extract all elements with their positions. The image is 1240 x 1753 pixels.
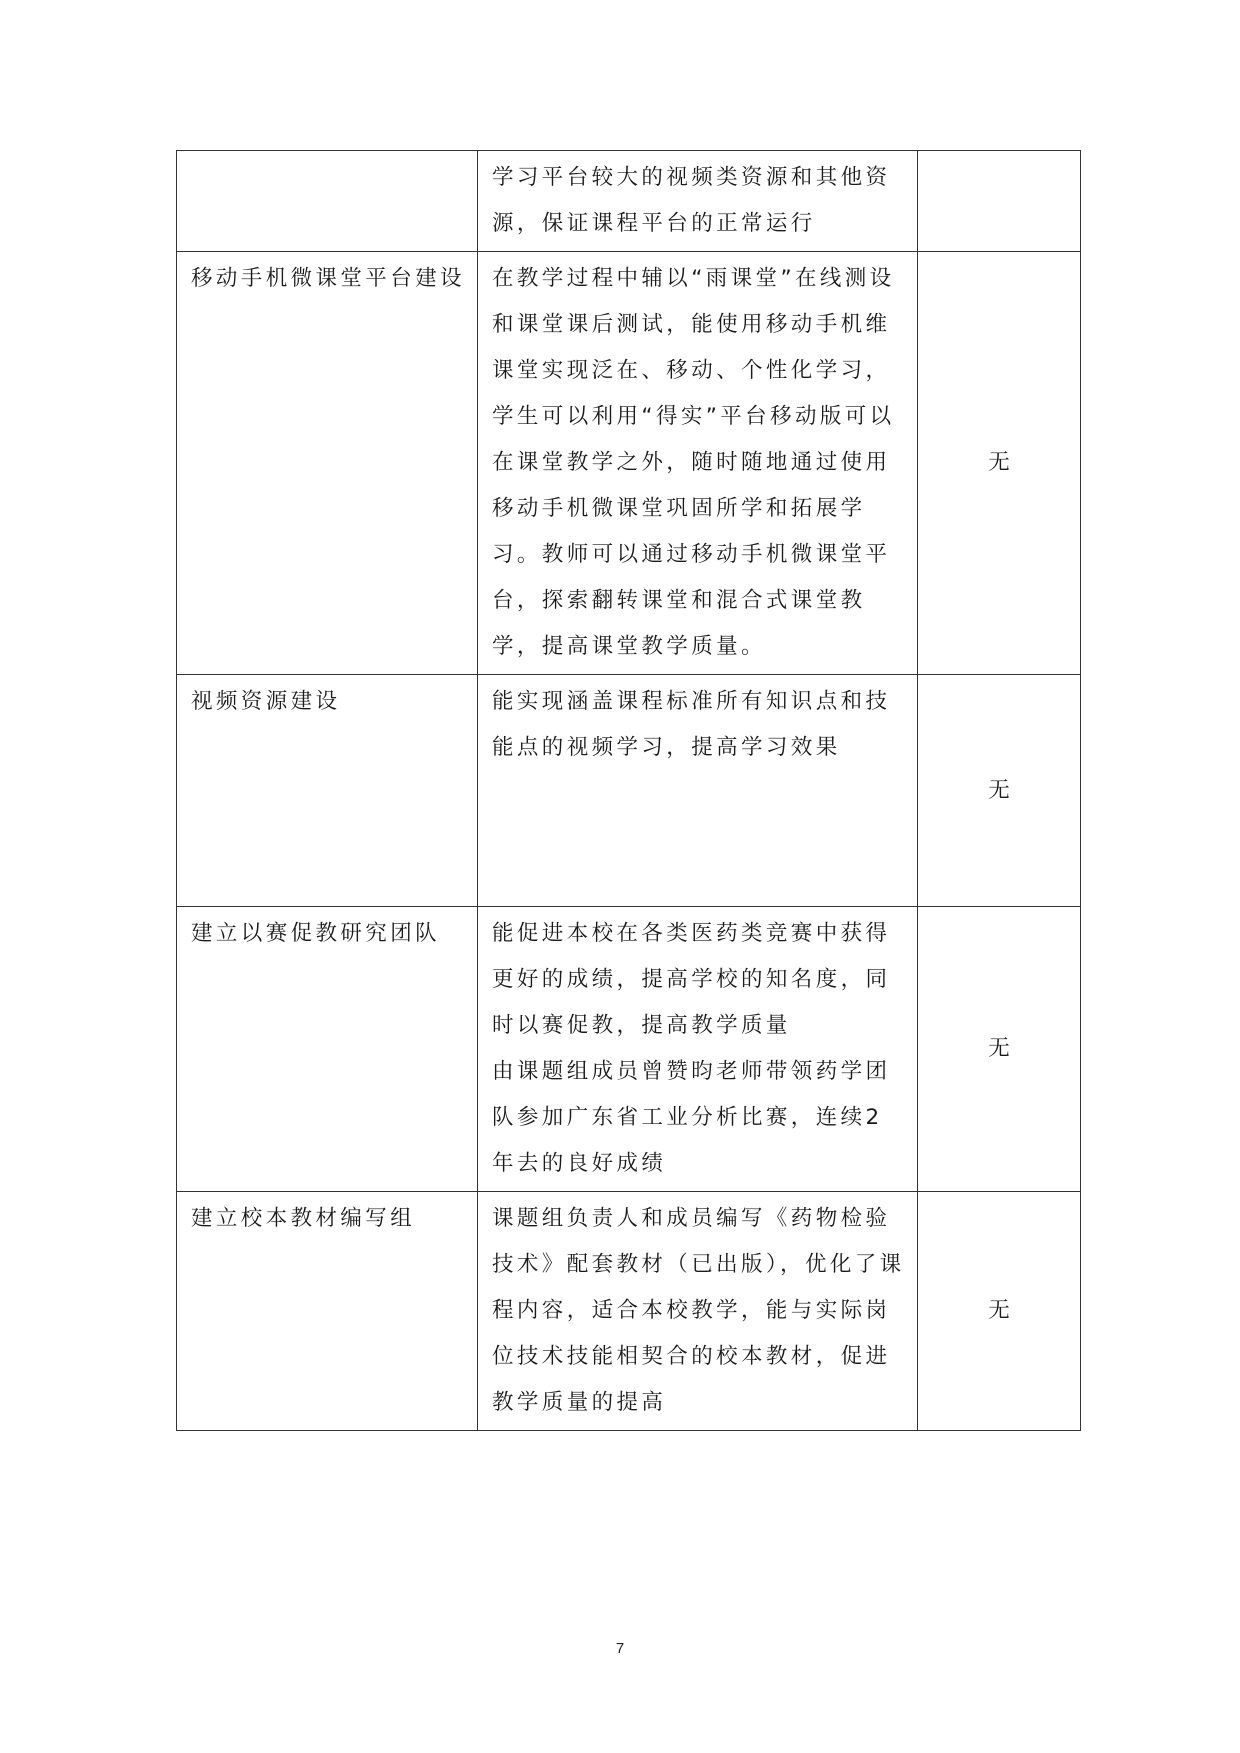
description-cell [478,907,918,1192]
item-cell: 建立校本教材编写组 [177,1192,478,1431]
table-row [177,907,1081,1192]
table-row [177,1192,1081,1431]
table-row [177,252,1081,675]
result-cell: 无 [918,675,1081,907]
description-cell: 学习平台较大的视频类资源和其他资源，保证课程平台的正常运行 [478,151,918,252]
item-cell: 移动手机微课堂平台建设 [177,252,478,675]
item-cell: 视频资源建设 [177,675,478,907]
table-row [177,151,1081,252]
result-cell: 无 [918,252,1081,675]
description-cell: 在教学过程中辅以“雨课堂”在线测设和课堂课后测试，能使用移动手机维课堂实现泛在、移动、个性化学习，学生可以利用“得实”平台移动版可以在课堂教学之外，随时随地通过使用移动手机微课堂巩固所学和拓展学习。教师可以通过移动手机微课堂平台，探索翻转课堂和混合式课堂教学，提高课堂教学质量。 [478,252,918,675]
description-cell: 课题组负责人和成员编写《药物检验技术》配套教材（已出版），优化了课程内容，适合本校教学，能与实际岗位技术技能相契合的校本教材，促进教学质量的提高 [478,1192,918,1431]
description-cell: 能实现涵盖课程标准所有知识点和技能点的视频学习，提高学习效果 [478,675,918,907]
description-extra-text: 由课题组成员曾赞昀老师带领药学团队参加广东省工业分析比赛，连续2年去的良好成绩 [492,1059,891,1176]
item-cell [177,151,478,252]
item-cell: 建立以赛促教研究团队 [177,907,478,1192]
result-cell: 无 [918,1192,1081,1431]
description-text: 能促进本校在各类医药类竞赛中获得更好的成绩，提高学校的知名度，同时以赛促教，提高教学质量 [492,921,891,1038]
page-number: 7 [615,1640,625,1657]
result-cell: 无 [918,907,1081,1192]
result-cell [918,151,1081,252]
content-table [176,150,1081,1431]
table-row [177,675,1081,907]
